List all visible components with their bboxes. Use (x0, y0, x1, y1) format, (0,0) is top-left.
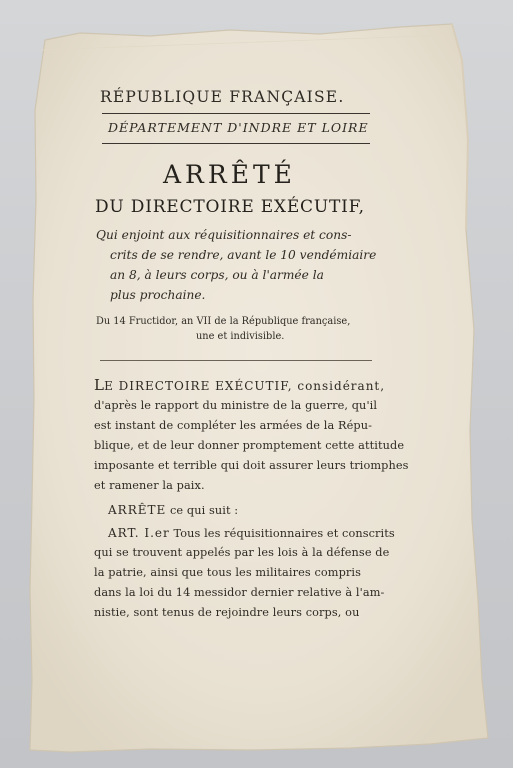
article-line: nistie, sont tenus de rejoindre leurs corps, ou (94, 606, 360, 619)
document-title: ARRÊTÉ (163, 160, 296, 189)
article-line: qui se trouvent appelés par les lois à la défense de (94, 546, 390, 559)
article-label: ART. I.er (108, 526, 170, 540)
department-heading: DÉPARTEMENT D'INDRE ET LOIRE (108, 120, 369, 135)
header-rule-bottom (102, 143, 370, 144)
subject-line: crits de se rendre, avant le 10 vendémiaire (110, 248, 377, 262)
article-line: la patrie, ainsi que tous les militaires compris (94, 566, 362, 579)
date-line: Du 14 Fructidor, an VII de la République française, (96, 316, 351, 327)
header-rule-top (102, 113, 370, 114)
article-first-text: Tous les réquisitionnaires et conscrits (169, 527, 395, 540)
preamble-line: d'après le rapport du ministre de la guerre, qu'il (94, 399, 378, 412)
article-first-line (108, 526, 395, 540)
subject-line: an 8, à leurs corps, ou à l'armée la (110, 268, 324, 282)
decree-intro (108, 503, 238, 517)
section-divider (100, 360, 372, 361)
document-subtitle: DU DIRECTOIRE EXÉCUTIF, (95, 197, 365, 217)
subject-line: Qui enjoint aux réquisitionnaires et cons- (96, 228, 352, 242)
drop-cap: L (94, 376, 105, 394)
article-line: dans la loi du 14 messidor dernier relative à l'am- (94, 586, 385, 599)
preamble-line: est instant de compléter les armées de la Répu- (94, 419, 373, 432)
decree-intro-caps: ARRÊTE (108, 503, 167, 517)
republic-heading: RÉPUBLIQUE FRANÇAISE. (100, 88, 345, 106)
preamble-lead: E DIRECTOIRE EXÉCUTIF, considérant, (104, 379, 386, 393)
preamble-line: blique, et de leur donner promptement cette attitude (94, 439, 405, 452)
preamble-line: et ramener la paix. (94, 479, 205, 492)
date-line: une et indivisible. (196, 331, 285, 342)
decree-intro-rest: ce qui suit : (166, 504, 239, 517)
preamble-first-line (94, 376, 385, 394)
preamble-line: imposante et terrible qui doit assurer leurs triomphes (94, 459, 409, 472)
subject-line: plus prochaine. (110, 288, 206, 302)
